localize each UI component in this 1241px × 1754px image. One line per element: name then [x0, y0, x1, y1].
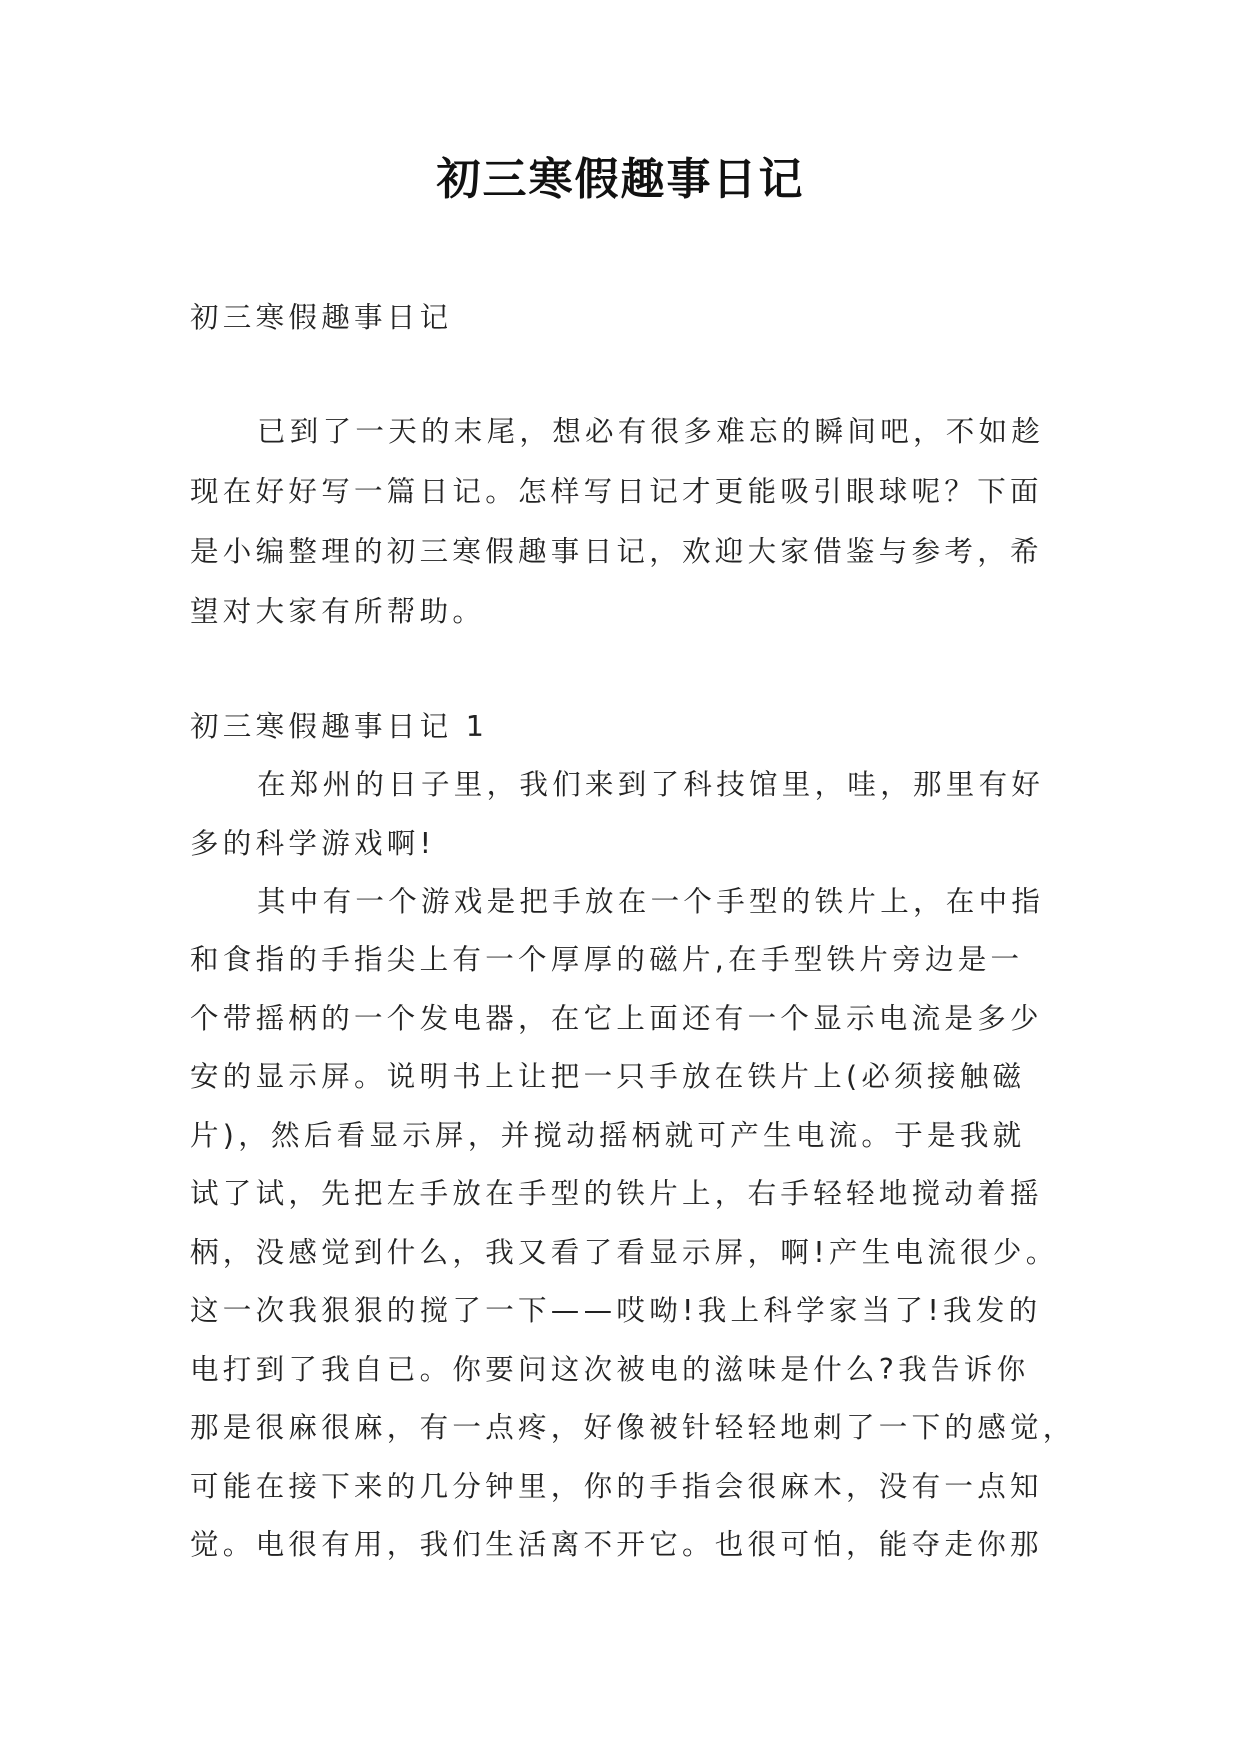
- paragraph-line: 个带摇柄的一个发电器，在它上面还有一个显示电流是多少: [190, 1002, 1043, 1035]
- document-subtitle: 初三寒假趣事日记: [190, 301, 453, 334]
- paragraph-line: 那是很麻很麻，有一点疼，好像被针轻轻地刺了一下的感觉，: [190, 1411, 1076, 1444]
- paragraph-line: 安的显示屏。说明书上让把一只手放在铁片上(必须接触磁: [190, 1060, 1026, 1093]
- paragraph-line: 电打到了我自已。你要问这次被电的滋味是什么?我告诉你: [190, 1353, 1030, 1386]
- paragraph-line: 可能在接下来的几分钟里，你的手指会很麻木，没有一点知: [190, 1470, 1043, 1503]
- paragraph-line: 片)，然后看显示屏，并搅动摇柄就可产生电流。于是我就: [190, 1119, 1026, 1152]
- intro-line: 望对大家有所帮助。: [190, 595, 486, 628]
- intro-line: 已到了一天的末尾，想必有很多难忘的瞬间吧，不如趁: [257, 415, 1045, 448]
- paragraph-line: 试了试，先把左手放在手型的铁片上，右手轻轻地搅动着摇: [190, 1177, 1043, 1210]
- paragraph-line: 和食指的手指尖上有一个厚厚的磁片,在手型铁片旁边是一: [190, 943, 1024, 976]
- intro-line: 是小编整理的初三寒假趣事日记，欢迎大家借鉴与参考，希: [190, 535, 1043, 568]
- paragraph-line: 觉。电很有用，我们生活离不开它。也很可怕，能夺走你那: [190, 1528, 1043, 1561]
- paragraph-line: 在郑州的日子里，我们来到了科技馆里，哇，那里有好: [257, 768, 1045, 801]
- section-heading: 初三寒假趣事日记 1: [190, 710, 489, 743]
- paragraph-line: 多的科学游戏啊!: [190, 827, 436, 860]
- intro-line: 现在好好写一篇日记。怎样写日记才更能吸引眼球呢？下面: [190, 475, 1043, 508]
- paragraph-line: 其中有一个游戏是把手放在一个手型的铁片上，在中指: [257, 885, 1045, 918]
- paragraph-line: 这一次我狠狠的搅了一下——哎呦!我上科学家当了!我发的: [190, 1294, 1042, 1327]
- document-title: 初三寒假趣事日记: [436, 154, 805, 205]
- paragraph-line: 柄，没感觉到什么，我又看了看显示屏，啊!产生电流很少。: [190, 1236, 1059, 1269]
